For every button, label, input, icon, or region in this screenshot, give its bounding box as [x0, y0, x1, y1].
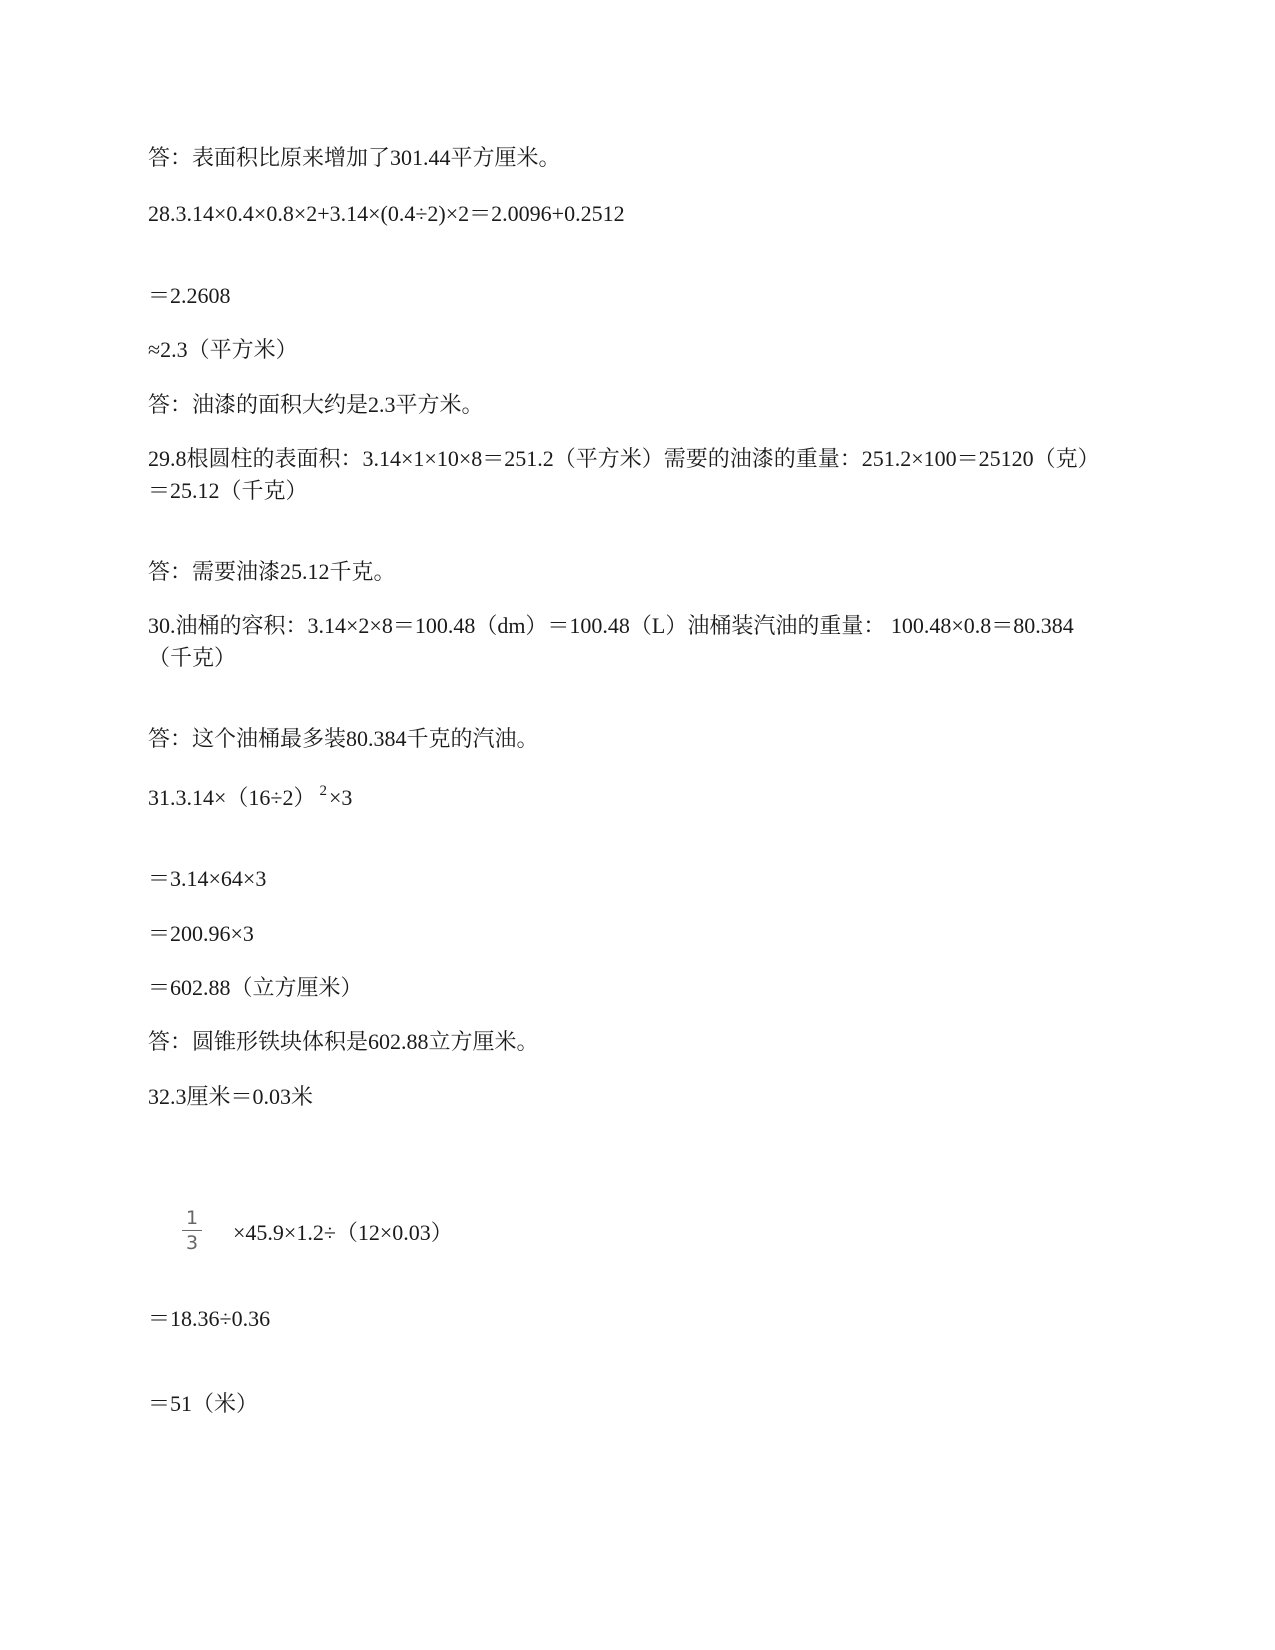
answer-29-text: 答：需要油漆25.12千克。: [148, 559, 396, 584]
solution-32-line-2: ×45.9×1.2÷（12×0.03）: [233, 1220, 453, 1245]
solution-31-line-4: ＝602.88（立方厘米）: [148, 975, 363, 1000]
solution-31-expression: 31.3.14×（16÷2）: [148, 785, 316, 810]
solution-28-line-1: 28.3.14×0.4×0.8×2+3.14×(0.4÷2)×2＝2.0096+0.2512: [148, 201, 625, 226]
fraction-denominator: 3: [185, 1232, 199, 1254]
answer-31-text: 答：圆锥形铁块体积是602.88立方厘米。: [148, 1029, 539, 1054]
fraction-one-third: [182, 1208, 202, 1254]
solution-28-line-3: ≈2.3（平方米）: [148, 337, 298, 362]
solution-31-line-1: [148, 782, 352, 817]
answer-27-text: 答：表面积比原来增加了301.44平方厘米。: [148, 145, 561, 170]
solution-32-line-1: 32.3厘米＝0.03米: [148, 1084, 314, 1109]
solution-31-multiplier: ×3: [328, 785, 353, 810]
fraction-bar: [182, 1230, 202, 1231]
solution-32-line-3: ＝18.36÷0.36: [148, 1306, 271, 1331]
answer-30-text: 答：这个油桶最多装80.384千克的汽油。: [148, 726, 539, 751]
solution-30-text: 30.油桶的容积：3.14×2×8＝100.48（dm）＝100.48（L）油桶装汽油的重量： 100.48×0.8＝80.384（千克）: [148, 613, 1074, 670]
solution-31-line-2: ＝3.14×64×3: [148, 866, 267, 891]
solution-28-line-2: ＝2.2608: [148, 283, 231, 308]
answer-28-text: 答：油漆的面积大约是2.3平方米。: [148, 392, 484, 417]
solution-31-line-3: ＝200.96×3: [148, 921, 254, 946]
fraction-numerator: 1: [185, 1207, 199, 1229]
solution-29-text: 29.8根圆柱的表面积：3.14×1×10×8＝251.2（平方米）需要的油漆的重量：251.2×100＝25120（克）＝25.12（千克）: [148, 446, 1100, 503]
solution-32-line-4: ＝51（米）: [148, 1391, 259, 1416]
exponent: 2: [319, 783, 327, 799]
